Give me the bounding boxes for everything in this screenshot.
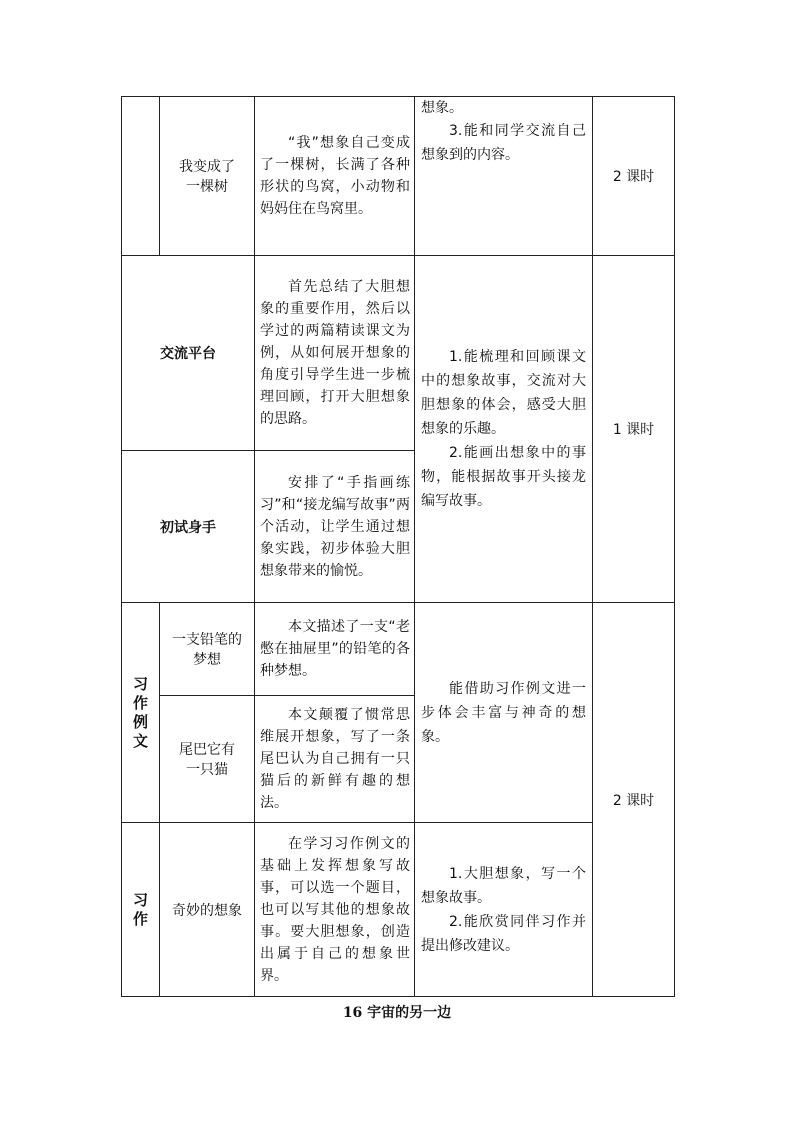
hours-cell: 1 课时 — [593, 256, 675, 603]
lesson-desc-cell — [255, 696, 415, 823]
lesson-title-cell — [160, 603, 255, 696]
lesson-goal: 能借助习作例文进一步体会丰富与神奇的想象。 — [421, 680, 586, 745]
lesson-goal-cell — [415, 603, 593, 823]
section-title: 16 宇宙的另一边 — [342, 1005, 452, 1021]
group-label-char: 文 — [132, 731, 148, 750]
lesson-title-cell — [160, 97, 255, 256]
hours-cell: 2 课时 — [593, 97, 675, 256]
lesson-goal-cell — [415, 823, 593, 997]
lesson-desc-cell — [255, 97, 415, 256]
lesson-title-cell: 交流平台 — [122, 256, 255, 451]
lesson-title-line: 梦想 — [193, 652, 221, 668]
hours-cell: 2 课时 — [593, 603, 675, 997]
lesson-goal: 1.大胆想象，写一个想象故事。 — [421, 865, 586, 906]
lesson-desc: 本文描述了一支“老憋在抽屉里”的铅笔的各种梦想。 — [260, 619, 410, 679]
group-label-char: 例 — [132, 712, 148, 731]
lesson-desc-cell — [255, 451, 415, 603]
unit-plan-table — [121, 96, 675, 997]
lesson-desc: 本文颠覆了惯常思维展开想象，写了一条尾巴认为自己拥有一只猫后的新鲜有趣的想法。 — [260, 707, 410, 811]
lesson-title-line: 我变成了 — [179, 159, 235, 175]
lesson-goal-cell — [415, 256, 593, 603]
group-label-char: 作 — [132, 909, 148, 928]
lesson-desc-cell — [255, 823, 415, 997]
lesson-desc: 安排了“手指画练习”和“接龙编写故事”两个活动，让学生通过想象实践，初步体验大胆想象带来的愉悦。 — [260, 474, 410, 579]
table-row — [122, 823, 675, 997]
lesson-title-line: 一支铅笔的 — [172, 632, 242, 648]
lesson-title-cell: 初试身手 — [122, 451, 255, 603]
lesson-desc-cell — [255, 256, 415, 451]
table-row — [122, 256, 675, 451]
group-label-cell — [122, 603, 160, 823]
table-row — [122, 603, 675, 696]
lesson-desc: 首先总结了大胆想象的重要作用，然后以学过的两篇精读课文为例，从如何展开想象的角度引导学生进一步梳理回顾，打开大胆想象的思路。 — [260, 279, 410, 427]
lesson-title-cell — [160, 696, 255, 823]
lesson-title-line: 一只猫 — [186, 762, 228, 778]
blank-group-cell — [122, 97, 160, 256]
table-row — [122, 97, 675, 256]
lesson-desc: “我”想象自己变成了一棵树，长满了各种形状的鸟窝，小动物和妈妈住在鸟窝里。 — [260, 135, 410, 217]
lesson-goal: 1.能梳理和回顾课文中的想象故事，交流对大胆想象的体会，感受大胆想象的乐趣。 — [421, 349, 586, 437]
lesson-goal: 想象。 — [421, 100, 463, 116]
group-label-char: 习 — [132, 674, 148, 693]
group-label-cell — [122, 823, 160, 997]
lesson-desc-cell — [255, 603, 415, 696]
lesson-goal: 3.能和同学交流自己想象到的内容。 — [421, 123, 586, 163]
lesson-goal: 2.能画出想象中的事物，能根据故事开头接龙编写故事。 — [421, 445, 586, 509]
group-label-char: 习 — [132, 890, 148, 909]
lesson-goal-cell — [415, 97, 593, 256]
lesson-desc: 在学习习作例文的基础上发挥想象写故事，可以选一个题目，也可以写其他的想象故事。要大胆想象，创造出属于自己的想象世界。 — [260, 835, 410, 984]
lesson-title-line: 尾巴它有 — [179, 742, 235, 758]
lesson-goal: 2.能欣赏同伴习作并提出修改建议。 — [421, 913, 586, 954]
lesson-title-cell: 奇妙的想象 — [160, 823, 255, 997]
group-label-char: 作 — [132, 693, 148, 712]
lesson-title-line: 一棵树 — [186, 179, 228, 195]
